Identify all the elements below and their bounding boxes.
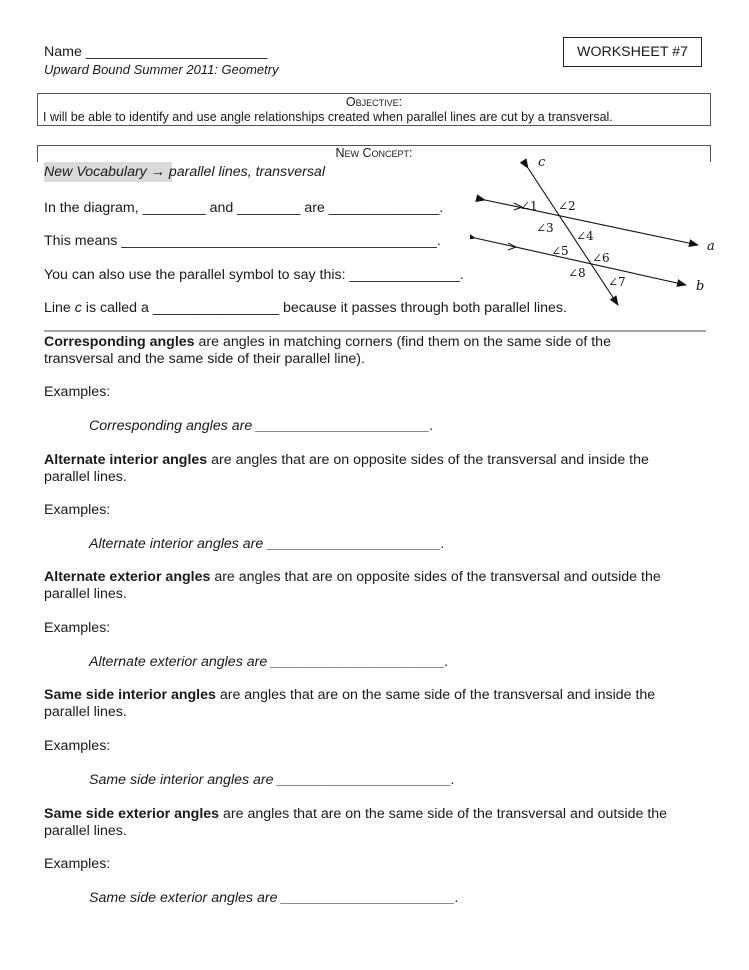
corresponding-definition — [44, 334, 611, 351]
corresponding-prompt[interactable]: Corresponding angles are ______________________. — [89, 418, 434, 434]
ss-exterior-term: Same side exterior angles — [44, 806, 220, 822]
ss-exterior-examples-label: Examples: — [44, 856, 111, 872]
corresponding-term: Corresponding angles — [44, 334, 195, 350]
section-divider — [44, 330, 706, 332]
line4-pre: Line — [44, 300, 75, 316]
worksheet-number: WORKSHEET #7 — [577, 44, 688, 60]
concept-line-1[interactable]: In the diagram, ________ and ________ are ______________. — [44, 200, 444, 216]
alt-exterior-definition — [44, 569, 661, 586]
ss-interior-term: Same side interior angles — [44, 687, 216, 703]
angle-8: ∠8 — [568, 266, 586, 280]
label-a: a — [707, 239, 715, 254]
objective-text: I will be able to identify and use angle relationships created when parallel lines are cut by a transversal. — [43, 110, 613, 124]
vocab-label: New Vocabulary → — [44, 164, 165, 180]
new-vocabulary — [44, 164, 325, 181]
ss-interior-definition — [44, 687, 655, 704]
alt-interior-definition — [44, 452, 649, 469]
parallel-lines-diagram — [470, 150, 730, 310]
line4-var: c — [74, 300, 82, 316]
worksheet-subtitle: Upward Bound Summer 2011: Geometry — [44, 62, 279, 77]
concept-line-2[interactable]: This means ________________________________________. — [44, 233, 441, 249]
angle-1: ∠1 — [520, 199, 538, 213]
angle-6: ∠6 — [592, 251, 610, 265]
alt-interior-examples-label: Examples: — [44, 502, 111, 518]
alt-exterior-examples-label: Examples: — [44, 620, 111, 636]
angle-7: ∠7 — [608, 275, 626, 289]
ss-interior-def-line1: are angles that are on the same side of the transversal and inside the — [215, 687, 656, 703]
transversal-c — [528, 168, 618, 305]
ss-interior-prompt[interactable]: Same side interior angles are ______________________. — [89, 772, 456, 788]
angle-3: ∠3 — [536, 221, 554, 235]
vocab-terms: parallel lines, transversal — [164, 164, 325, 180]
ss-exterior-def-line1: are angles that are on the same side of the transversal and outside the — [219, 806, 668, 822]
ss-exterior-prompt[interactable]: Same side exterior angles are ______________________. — [89, 890, 459, 906]
name-blank[interactable]: _______________________ — [85, 44, 268, 60]
alt-interior-def-line2: parallel lines. — [44, 469, 127, 485]
ss-interior-examples-label: Examples: — [44, 738, 111, 754]
alt-exterior-def-line2: parallel lines. — [44, 586, 127, 602]
objective-box — [37, 93, 711, 126]
worksheet-number-box — [563, 37, 702, 67]
corresponding-def-line1: are angles in matching corners (find them on the same side of the — [194, 334, 611, 350]
angle-4: ∠4 — [576, 229, 594, 243]
corresponding-def-line2: transversal and the same side of their parallel line). — [44, 351, 365, 367]
alt-exterior-term: Alternate exterior angles — [44, 569, 211, 585]
ss-exterior-definition — [44, 806, 667, 823]
line4-post: is called a ________________ because it passes through both parallel lines. — [81, 300, 567, 316]
alt-interior-term: Alternate interior angles — [44, 452, 208, 468]
concept-line-3[interactable]: You can also use the parallel symbol to say this: ______________. — [44, 267, 464, 283]
alt-exterior-prompt[interactable]: Alternate exterior angles are ______________________. — [89, 654, 449, 670]
ss-exterior-def-line2: parallel lines. — [44, 823, 127, 839]
alt-interior-prompt[interactable]: Alternate interior angles are ______________________. — [89, 536, 445, 552]
new-concept-title: New Concept: — [335, 146, 413, 160]
objective-title: Objective: — [345, 95, 403, 109]
ss-interior-def-line2: parallel lines. — [44, 704, 127, 720]
corresponding-examples-label: Examples: — [44, 384, 111, 400]
name-field[interactable] — [44, 44, 267, 61]
angle-5: ∠5 — [551, 244, 569, 258]
alt-exterior-def-line1: are angles that are on opposite sides of the transversal and outside the — [210, 569, 661, 585]
name-label: Name — [44, 44, 82, 60]
angle-2: ∠2 — [558, 199, 576, 213]
alt-interior-def-line1: are angles that are on opposite sides of the transversal and inside the — [207, 452, 649, 468]
label-c: c — [538, 155, 546, 170]
label-b: b — [696, 279, 705, 294]
